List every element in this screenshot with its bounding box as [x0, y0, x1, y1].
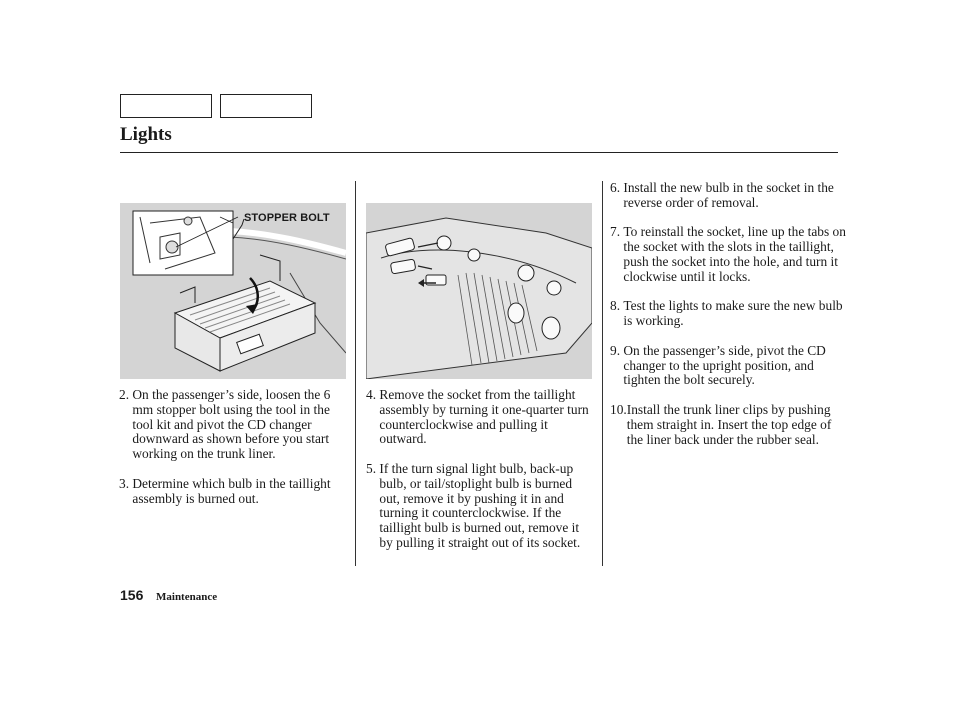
stopper-bolt-callout: STOPPER BOLT [244, 212, 330, 224]
step-text: Determine which bulb in the taillight assembly is burned out. [132, 475, 331, 506]
step-number: 9. [610, 342, 624, 358]
title-rule [120, 152, 838, 153]
column-divider-1 [355, 181, 356, 566]
step-number: 4. [366, 387, 380, 402]
step-2 [119, 388, 341, 462]
page-title: Lights [120, 124, 172, 145]
step-text: On the passenger’s side, loosen the 6 mm stopper bolt using the tool in the tool kit and pivot the CD changer downward as shown before you start working on the trunk liner. [132, 387, 331, 462]
step-text: If the turn signal light bulb, back-up bulb, or tail/stoplight bulb is burned out, remove it by pushing it in and turning it counterclockwise. If the taillight bulb is burned out, remove it by pulling it straight out of its socket. [379, 460, 581, 550]
cd-changer-illustration [120, 203, 346, 379]
cd-changer-drawing [120, 203, 346, 379]
step-3 [119, 477, 341, 507]
step-4 [366, 388, 592, 447]
step-number: 2. [119, 387, 133, 402]
step-number: 7. [610, 224, 624, 240]
index-tab-blank-1 [120, 94, 212, 118]
step-number: 10. [610, 401, 627, 417]
step-number: 5. [366, 460, 380, 476]
index-tab-blank-2 [220, 94, 312, 118]
step-7 [610, 225, 846, 284]
step-8 [610, 299, 846, 329]
step-10 [610, 403, 846, 447]
column-2 [366, 388, 592, 566]
step-text: Install the new bulb in the socket in the reverse order of removal. [623, 180, 834, 210]
section-name: Maintenance [156, 591, 218, 603]
step-text: On the passenger’s side, pivot the CD changer to the upright position, and tighten the bolt securely. [623, 342, 826, 388]
step-text: Install the trunk liner clips by pushing them straight in. Insert the top edge of the liner back under the rubber seal. [626, 401, 832, 447]
column-3 [610, 181, 846, 462]
step-9 [610, 344, 846, 388]
column-divider-2 [602, 181, 603, 566]
step-text: Test the lights to make sure the new bulb is working. [623, 298, 843, 329]
column-1 [119, 388, 341, 521]
step-number: 6. [610, 180, 624, 195]
page-number: 156 [120, 587, 144, 603]
step-number: 8. [610, 298, 624, 314]
step-text: Remove the socket from the taillight assembly by turning it one-quarter turn counterclockwise and pulling it outward. [379, 387, 589, 447]
step-text: To reinstall the socket, line up the tabs on the socket with the slots in the taillight, push the socket into the hole, and turn it clockwise until it locks. [623, 224, 846, 284]
taillight-drawing [366, 203, 592, 379]
step-6 [610, 181, 846, 211]
step-number: 3. [119, 475, 133, 491]
taillight-socket-illustration [366, 203, 592, 379]
step-5 [366, 462, 592, 551]
